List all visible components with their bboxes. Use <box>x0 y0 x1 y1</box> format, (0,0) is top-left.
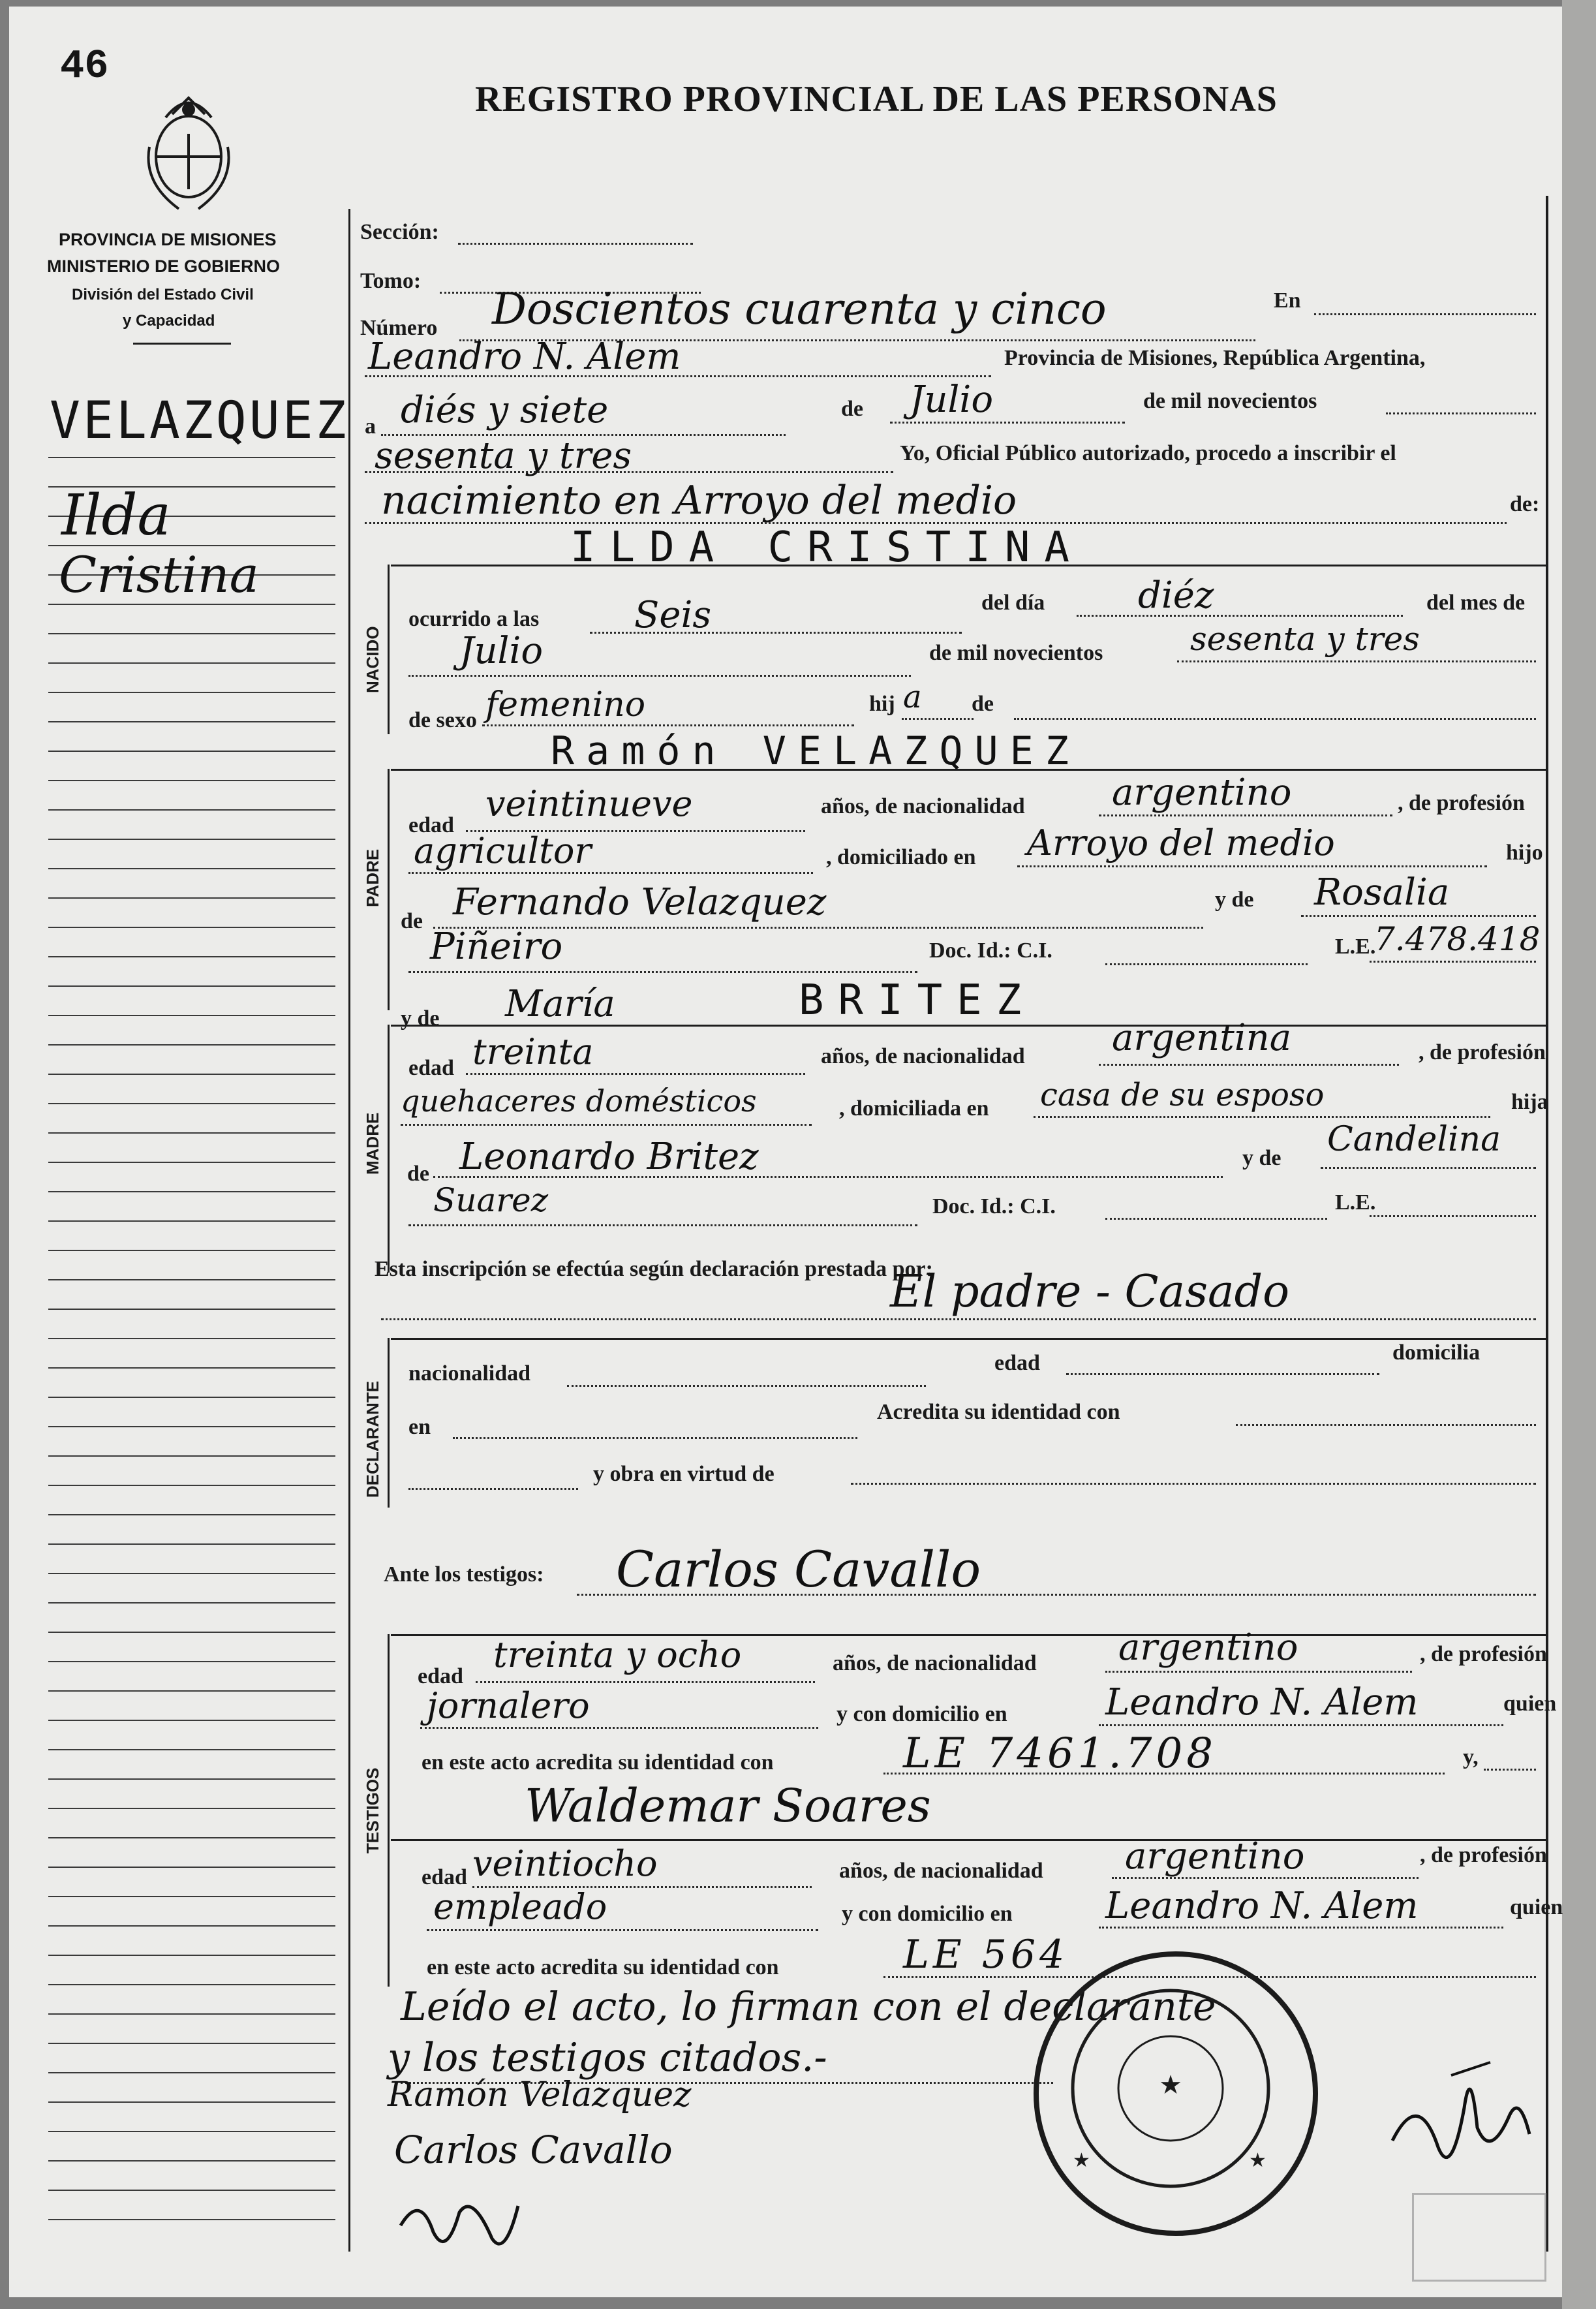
value-city: Leandro N. Alem <box>368 335 681 378</box>
label-mother-hija: hija <box>1511 1090 1548 1114</box>
value-month: Julio <box>910 379 994 421</box>
value-birth-month: Julio <box>459 630 544 672</box>
value-maternal-grandfather: Leonardo Britez <box>459 1136 759 1178</box>
ministry-name: MINISTERIO DE GOBIERNO <box>47 256 281 276</box>
label-mother-edad: edad <box>408 1056 454 1080</box>
label-en: En <box>1274 288 1301 313</box>
value-year: sesenta y tres <box>375 435 632 477</box>
value-w1-age: treinta y ocho <box>493 1634 742 1675</box>
value-declarant: El padre - Casado <box>890 1266 1290 1318</box>
header-rule <box>133 343 231 345</box>
label-w1-profesion: , de profesión <box>1420 1642 1547 1666</box>
value-paternal-grandmother-surname: Piñeiro <box>430 925 563 968</box>
division-capacity: y Capacidad <box>123 312 215 330</box>
value-numero: Doscientos cuarenta y cinco <box>492 284 1107 334</box>
signature-father: Ramón Velazquez <box>388 2075 692 2115</box>
value-w1-nationality: argentino <box>1118 1626 1298 1669</box>
value-mother-surname: BRITEZ <box>799 976 1036 1025</box>
label-mil-novecientos: de mil novecientos <box>1143 389 1317 413</box>
page-edge <box>1562 0 1596 2309</box>
label-father-y-de: y de <box>1215 888 1254 912</box>
form-right-border <box>1546 196 1548 2252</box>
value-maternal-grandmother: Candelina <box>1327 1120 1501 1159</box>
label-w1-nacionalidad: años, de nacionalidad <box>833 1651 1037 1675</box>
label-declarant-acredita: Acredita su identidad con <box>877 1400 1120 1424</box>
label-mother-domicilio: , domiciliada en <box>839 1096 989 1121</box>
svg-text:★: ★ <box>1159 2070 1182 2100</box>
value-mother-domicile: casa de su esposo <box>1040 1077 1325 1113</box>
value-closing-line-1: Leído el acto, lo firman con el declarante <box>401 1984 1216 2030</box>
value-mother-profession: quehaceres domésticos <box>401 1083 757 1119</box>
label-father-hijo: hijo <box>1506 841 1543 865</box>
coat-of-arms-emblem <box>140 85 238 219</box>
value-father-age: veintinueve <box>485 783 693 824</box>
form-left-border <box>348 209 350 2252</box>
value-w1-profession: jornalero <box>427 1685 590 1726</box>
value-child-name: ILDA CRISTINA <box>570 523 1084 572</box>
value-father-nationality: argentino <box>1112 771 1292 814</box>
value-w2-domicile: Leandro N. Alem <box>1105 1885 1419 1927</box>
label-de-colon: de: <box>1510 492 1540 516</box>
label-w1-y: y, <box>1463 1745 1479 1769</box>
page-number: 46 <box>60 43 109 89</box>
label-de-parent: de <box>972 692 994 716</box>
label-father-domicilio: , domiciliado en <box>826 845 976 869</box>
svg-text:★: ★ <box>1249 2149 1266 2172</box>
value-w1-domicile: Leandro N. Alem <box>1105 1681 1419 1724</box>
label-seccion: Sección: <box>360 220 439 244</box>
value-w2-profession: empleado <box>433 1886 607 1927</box>
label-w2-nacionalidad: años, de nacionalidad <box>839 1859 1043 1883</box>
label-mother-le: L.E. <box>1335 1190 1376 1215</box>
label-father-de: de <box>401 909 423 933</box>
label-father-profesion: , de profesión <box>1398 791 1525 815</box>
value-paternal-grandmother: Rosalia <box>1314 871 1450 914</box>
label-declarant-edad: edad <box>994 1351 1040 1375</box>
value-mother-age: treinta <box>472 1031 594 1072</box>
label-father-edad: edad <box>408 813 454 837</box>
label-mother-y-de: y de <box>401 1006 440 1031</box>
province-name: PROVINCIA DE MISIONES <box>59 230 277 249</box>
value-father-domicile: Arroyo del medio <box>1027 822 1335 863</box>
label-w1-domicilio: y con domicilio en <box>836 1702 1007 1726</box>
value-birth-year: sesenta y tres <box>1190 620 1420 658</box>
label-ocurrido: ocurrido a las <box>408 607 540 631</box>
value-w2-id: LE 564 <box>903 1932 1069 1977</box>
margin-given-name-2: Cristina <box>59 546 259 604</box>
value-paternal-grandfather: Fernando Velazquez <box>453 881 827 923</box>
label-del-dia: del día <box>981 591 1045 615</box>
section-label-nacido: NACIDO <box>363 626 382 693</box>
division-name: División del Estado Civil <box>72 286 254 303</box>
document-page <box>9 7 1562 2297</box>
value-birth-hour: Seis <box>634 594 712 636</box>
value-father-le: 7.478.418 <box>1374 920 1541 958</box>
label-officer-statement: Yo, Oficial Público autorizado, procedo a inscribir el <box>900 441 1396 465</box>
label-declarant-domicilia: domicilia <box>1392 1340 1481 1365</box>
value-record-type: nacimiento en Arroyo del medio <box>381 478 1017 523</box>
label-w1-acredita: en este acto acredita su identidad con <box>422 1750 774 1774</box>
value-witness2-name: Waldemar Soares <box>525 1779 931 1833</box>
svg-text:★: ★ <box>1073 2149 1090 2172</box>
official-seal <box>1034 1951 1318 2236</box>
section-label-madre: MADRE <box>363 1112 382 1175</box>
value-father-profession: agricultor <box>414 830 592 871</box>
label-w2-acredita: en este acto acredita su identidad con <box>427 1955 779 1979</box>
label-w2-quien: quien <box>1510 1895 1563 1919</box>
signature-witness2 <box>394 2186 525 2268</box>
label-hijo: hij <box>869 692 895 716</box>
margin-surname: VELAZQUEZ <box>50 392 349 450</box>
value-witness1-name: Carlos Cavallo <box>616 1540 981 1598</box>
value-w2-age: veintiocho <box>472 1843 658 1884</box>
label-father-le: L.E. <box>1335 935 1376 959</box>
label-mother-nacionalidad: años, de nacionalidad <box>821 1044 1025 1068</box>
label-inscripcion: Esta inscripción se efectúa según declaración prestada por: <box>375 1257 933 1281</box>
label-tomo: Tomo: <box>360 269 422 293</box>
section-label-testigos: TESTIGOS <box>363 1767 382 1853</box>
label-w2-profesion: , de profesión <box>1420 1843 1547 1867</box>
label-w2-edad: edad <box>422 1865 467 1889</box>
value-birth-day: diéz <box>1138 574 1214 617</box>
margin-given-name-1: Ilda <box>61 483 171 548</box>
label-del-mes: del mes de <box>1426 591 1526 615</box>
label-father-doc: Doc. Id.: C.I. <box>929 938 1052 963</box>
label-declarant-nacionalidad: nacionalidad <box>408 1361 531 1386</box>
label-birth-year: de mil novecientos <box>929 641 1103 665</box>
document-title: REGISTRO PROVINCIAL DE LAS PERSONAS <box>475 79 1278 119</box>
section-label-padre: PADRE <box>363 848 382 907</box>
signature-officer <box>1379 2049 1536 2183</box>
signature-witness1: Carlos Cavallo <box>394 2128 673 2172</box>
value-mother-given: María <box>505 983 615 1025</box>
label-mother-doc: Doc. Id.: C.I. <box>932 1194 1056 1218</box>
label-w1-quien: quien <box>1503 1692 1557 1716</box>
label-mother-profesion: , de profesión <box>1419 1040 1546 1064</box>
value-hijo-suffix: a <box>903 679 922 715</box>
label-numero: Número <box>360 316 438 340</box>
value-w1-id: LE 7461.708 <box>903 1729 1217 1778</box>
label-w1-edad: edad <box>418 1664 463 1688</box>
label-declarant-obra: y obra en virtud de <box>593 1462 775 1486</box>
label-ante-testigos: Ante los testigos: <box>384 1562 544 1587</box>
value-w2-nationality: argentino <box>1125 1835 1305 1878</box>
label-de: de <box>841 397 863 421</box>
faint-stamp <box>1412 2193 1546 2282</box>
value-day: diés y siete <box>401 389 609 431</box>
label-declarant-en: en <box>408 1415 431 1439</box>
label-mother-y-de-2: y de <box>1242 1146 1281 1170</box>
value-maternal-grandmother-surname: Suarez <box>433 1181 549 1219</box>
label-sexo: de sexo <box>408 708 477 732</box>
label-a: a <box>365 414 376 439</box>
value-sexo: femenino <box>485 685 646 724</box>
value-closing-line-2: y los testigos citados.- <box>388 2035 827 2081</box>
label-w2-domicilio: y con domicilio en <box>842 1902 1013 1926</box>
label-mother-de: de <box>407 1162 429 1186</box>
value-mother-nationality: argentina <box>1112 1017 1292 1059</box>
value-father-name: Ramón VELAZQUEZ <box>551 728 1081 774</box>
label-province: Provincia de Misiones, República Argentina, <box>1004 346 1426 370</box>
section-label-declarante: DECLARANTE <box>363 1380 382 1498</box>
label-father-nacionalidad: años, de nacionalidad <box>821 794 1025 818</box>
